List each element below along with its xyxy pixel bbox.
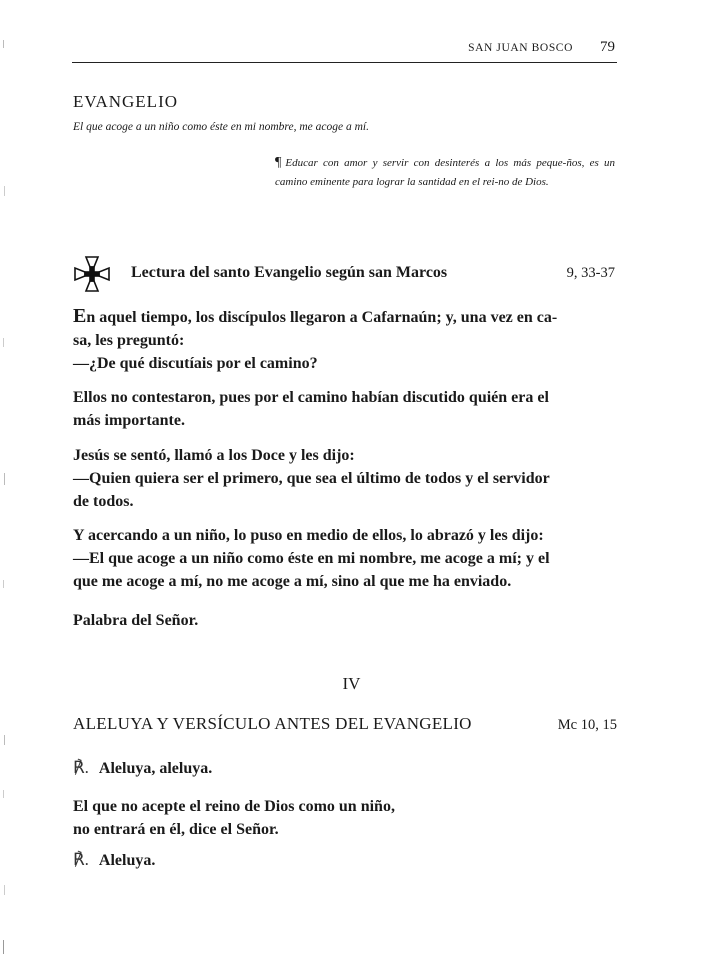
response-2 — [73, 850, 155, 870]
section-numeral: IV — [342, 674, 361, 693]
response-1 — [73, 758, 212, 778]
text-line: Ellos no contestaron, pues por el camino habían discutido quién era el — [73, 389, 549, 406]
reading-title: Lectura del santo Evangelio según san Marcos — [131, 264, 448, 281]
cross-icon — [73, 255, 111, 293]
page-number: 79 — [600, 39, 615, 55]
pastoral-note — [275, 153, 615, 192]
gospel-paragraph-2 — [73, 386, 618, 432]
antiphon: El que acoge a un niño como éste en mi nombre, me acoge a mí. — [73, 121, 369, 133]
response-text: Aleluya. — [98, 852, 156, 869]
pilcrow-icon: ¶ — [275, 155, 282, 170]
text-line: Y acercando a un niño, lo puso en medio de ellos, lo abrazó y les dijo: — [73, 527, 544, 544]
text-line: sa, les preguntó: — [73, 332, 185, 349]
text-line — [73, 305, 618, 329]
gospel-paragraph-4 — [73, 524, 618, 593]
closing-acclamation: Palabra del Señor. — [73, 612, 199, 629]
response-symbol: ℟. — [73, 758, 89, 777]
section-title: EVANGELIO — [73, 92, 179, 111]
aleluya-title: ALELUYA Y VERSÍCULO ANTES DEL EVANGELIO — [73, 714, 472, 733]
reading-reference: 9, 33-37 — [566, 265, 615, 281]
note-text: Educar con amor y servir con desinterés a los más peque-ños, es un camino eminente para lograr la santidad en el rei-no de Dios. — [275, 157, 615, 188]
text-line: —Quien quiera ser el primero, que sea el último de todos y el servidor — [73, 470, 550, 487]
verse — [73, 795, 618, 841]
text-line: Jesús se sentó, llamó a los Doce y les dijo: — [73, 447, 355, 464]
response-symbol: ℟. — [73, 850, 89, 869]
gospel-paragraph-1 — [73, 305, 618, 375]
line-text: n aquel tiempo, los discípulos llegaron a Cafarnaún; y, una vez en ca- — [86, 309, 558, 326]
response-text: Aleluya, aleluya. — [98, 760, 213, 777]
text-line: de todos. — [73, 493, 134, 510]
text-line: —El que acoge a un niño como éste en mi nombre, me acoge a mí; y el — [73, 550, 550, 567]
drop-cap: E — [73, 305, 87, 327]
scan-margin — [0, 0, 12, 971]
text-line: que me acoge a mí, no me acoge a mí, sino al que me ha enviado. — [73, 573, 512, 590]
verse-line: El que no acepte el reino de Dios como un niño, — [73, 798, 395, 815]
aleluya-reference: Mc 10, 15 — [557, 717, 617, 733]
running-header — [72, 40, 617, 63]
running-title: SAN JUAN BOSCO — [468, 42, 573, 54]
text-line: más importante. — [73, 412, 185, 429]
gospel-paragraph-3 — [73, 444, 618, 513]
text-line: —¿De qué discutíais por el camino? — [73, 355, 318, 372]
verse-line: no entrará en él, dice el Señor. — [73, 821, 279, 838]
